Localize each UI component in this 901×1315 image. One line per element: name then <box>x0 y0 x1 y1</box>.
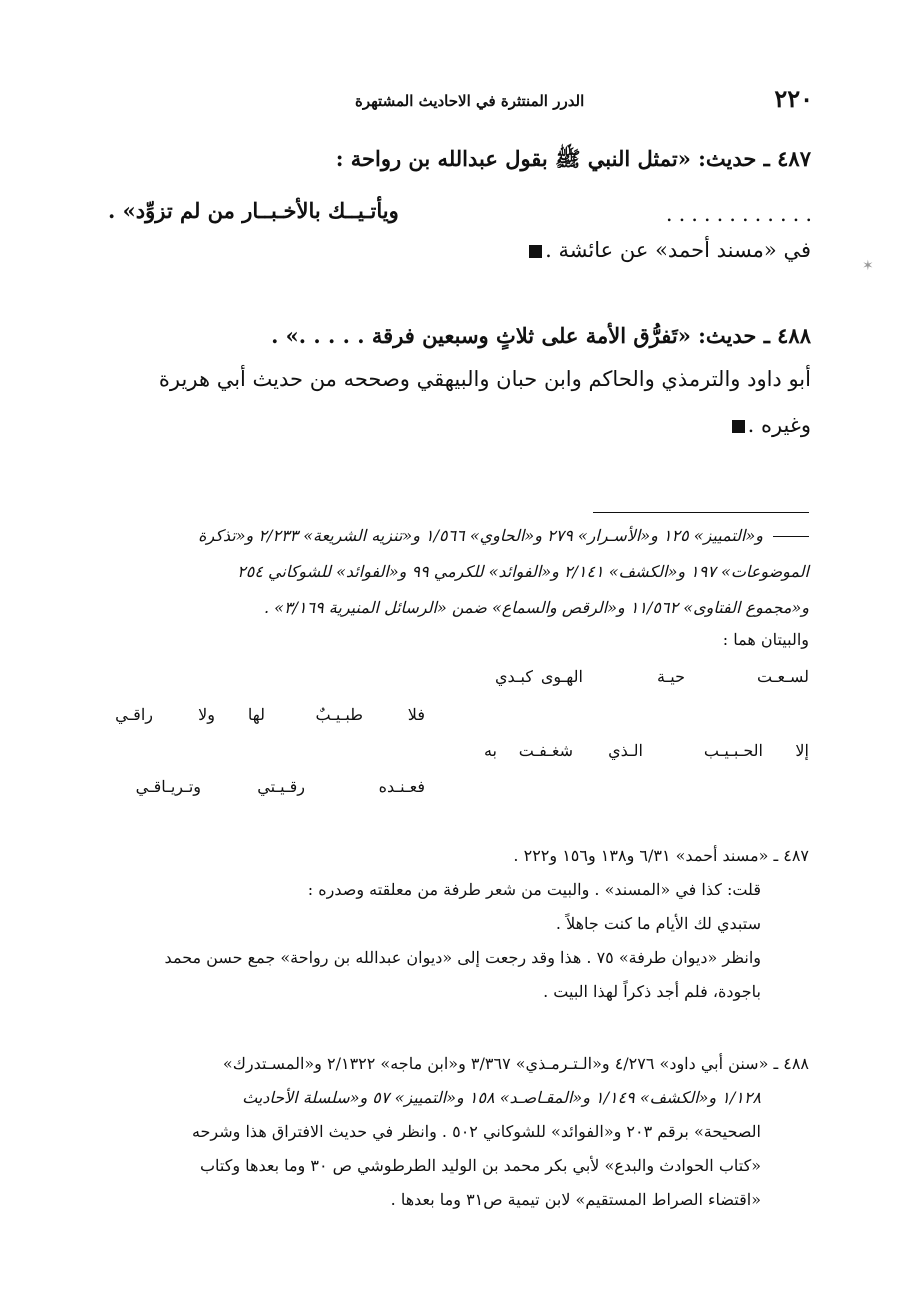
footnote-487-line: ستبدي لك الأيام ما كنت جاهلاً . <box>555 914 761 933</box>
footnote-continued-line: و«مجموع الفتاوى» ١١/٥٦٢ و«الرقص والسماع» ضمن «الرسائل المنيرية ٣/١٦٩» . <box>263 598 809 617</box>
footnote-487-line: وانظر «ديوان طرفة» ٧٥ . هذا وقد رجعت إلى «ديوان عبدالله بن رواحة» جمع حسن محمد <box>164 948 761 967</box>
footnote-487-ref: ٤٨٧ ـ «مسند أحمد» ٦/٣١ و١٣٨ و١٥٦ و٢٢٢ . <box>513 846 809 865</box>
footnote-488-line: ١/١٢٨ و«الكشف» ١/١٤٩ و«المقـاصـد» ١٥٨ و«التمييز» ٥٧ و«سلسلة الأحاديث <box>242 1088 761 1107</box>
hadith-487-verse: ويأتـيــك بالأخـبــار من لم تزوِّد» . <box>108 198 399 223</box>
hadith-487-title: ٤٨٧ ـ حديث: «تمثل النبي ﷺ بقول عبدالله بن رواحة : <box>335 146 811 171</box>
scan-smudge-mark: ✶ <box>862 258 874 274</box>
end-square-mark <box>529 245 542 258</box>
poem-word: لسـعـت <box>757 667 809 686</box>
footnote-487-line: باجودة، فلم أجد ذكراً لهذا البيت . <box>543 982 761 1001</box>
poem-word: به <box>483 741 497 760</box>
poem-word: شغـفـت <box>518 741 573 760</box>
poem-word: رقـيـتي <box>257 777 305 796</box>
footnote-continued-line <box>198 526 809 545</box>
verse-ellipsis: ............ <box>665 202 818 226</box>
page-number: ٢٢٠ <box>774 84 813 113</box>
hadith-488-title: ٤٨٨ ـ حديث: «تَفرُّق الأمة على ثلاثٍ وسبعين فرقة . . . . .» . <box>271 323 811 348</box>
poem-word: حيـة <box>657 667 685 686</box>
dash-mark <box>773 536 809 537</box>
hadith-488-line: أبو داود والترمذي والحاكم وابن حبان والبيهقي وصححه من حديث أبي هريرة <box>158 367 811 391</box>
footnote-continued-line: والبيتان هما : <box>722 630 809 649</box>
poem-word: لها <box>247 705 265 724</box>
poem-word: فلا <box>407 705 425 724</box>
poem-word: إلا <box>795 741 809 760</box>
hadith-488-end: وغيره . <box>747 413 811 437</box>
poem-word: راقـي <box>115 705 153 724</box>
poem-word: كبـدي <box>494 667 533 686</box>
footnote-487-line: قلت: كذا في «المسند» . والبيت من شعر طرفة من معلقته وصدره : <box>307 880 761 899</box>
footnote-separator <box>593 512 809 513</box>
footnote-continued-text: و«التمييز» ١٢٥ و«الأسـرار» ٢٧٩ و«الحاوي» ١/٥٦٦ و«تنزيه الشريعة» ٢/٢٣٣ و«تذكرة <box>198 526 763 545</box>
hadith-488-end-line <box>729 413 811 437</box>
hadith-487-source: في «مسند أحمد» عن عائشة . <box>545 238 811 262</box>
running-title: الدرر المنتثرة في الاحاديث المشتهرة <box>355 92 585 110</box>
poem-word: طبـيـبٌ <box>315 705 363 724</box>
poem-word: الـذي <box>608 741 643 760</box>
hadith-487-source-line <box>526 238 811 262</box>
footnote-continued-line: الموضوعات» ١٩٧ و«الكشف» ٢/١٤١ و«الفوائد» للكرمي ٩٩ و«الفوائد» للشوكاني ٢٥٤ <box>237 562 809 581</box>
footnote-488-ref: ٤٨٨ ـ «سنن أبي داود» ٤/٢٧٦ و«الـتـرمـذي» ٣/٣٦٧ و«ابن ماجه» ٢/١٣٢٢ و«المسـتدرك» <box>222 1054 809 1073</box>
poem-word: الحـبـيـب <box>703 741 763 760</box>
end-square-mark <box>732 420 745 433</box>
poem-word: وتـريـاقـي <box>135 777 201 796</box>
poem-word: ولا <box>198 705 215 724</box>
footnote-488-line: «كتاب الحوادث والبدع» لأبي بكر محمد بن الوليد الطرطوشي ص ٣٠ وما بعدها وكتاب <box>199 1156 761 1175</box>
poem-word: الهـوى <box>540 667 583 686</box>
poem-word: فعـنـده <box>378 777 425 796</box>
footnote-488-line: الصحيحة» برقم ٢٠٣ و«الفوائد» للشوكاني ٥٠٢ . وانظر في حديث الافتراق هذا وشرحه <box>191 1122 761 1141</box>
footnote-488-line: «اقتضاء الصراط المستقيم» لابن تيمية ص٣١ وما بعدها . <box>390 1190 761 1209</box>
